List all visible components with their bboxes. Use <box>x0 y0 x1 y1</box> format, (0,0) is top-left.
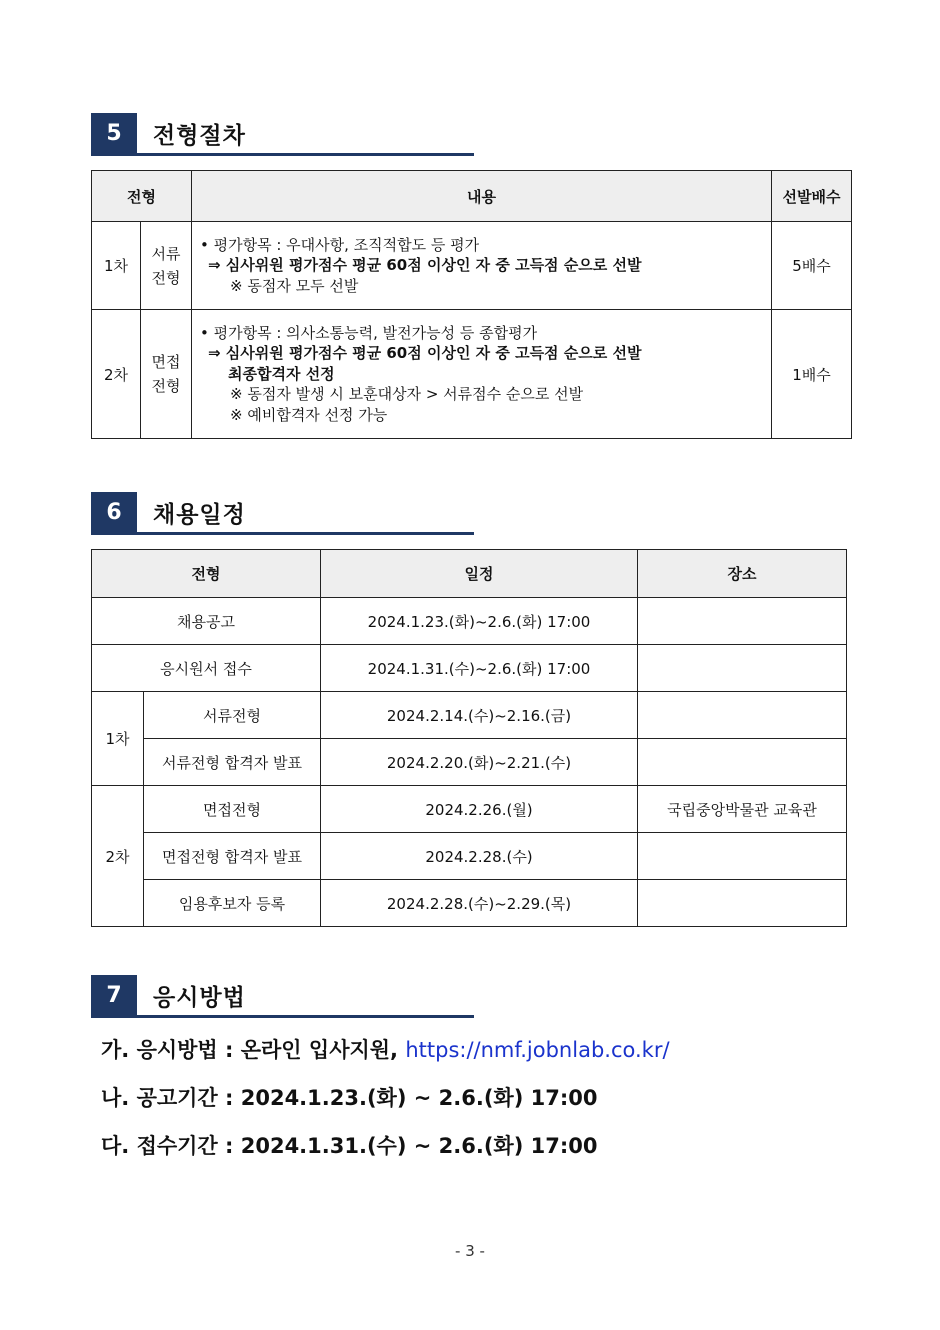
evaluation-item: • 평가항목 : 의사소통능력, 발전가능성 등 종합평가 <box>200 323 538 342</box>
type-line: 면접 <box>151 353 181 371</box>
schedule-cell: 2024.2.20.(화)~2.21.(수) <box>321 739 638 786</box>
place-cell <box>638 598 847 645</box>
group-cell: 1차 <box>92 692 144 786</box>
section-underline <box>91 153 474 156</box>
application-link[interactable]: https://nmf.jobnlab.co.kr/ <box>405 1038 670 1062</box>
section-6-heading <box>91 492 474 536</box>
section-5-heading <box>91 113 474 157</box>
place-cell <box>638 833 847 880</box>
note: ※ 동점자 발생 시 보훈대상자 > 서류점수 순으로 선발 <box>230 385 584 404</box>
stage-cell: 서류전형 <box>144 692 321 739</box>
schedule-cell: 2024.2.14.(수)~2.16.(금) <box>321 692 638 739</box>
type-cell <box>141 310 192 439</box>
type-line: 전형 <box>151 268 181 287</box>
recruitment-schedule-table <box>91 549 847 927</box>
section-title: 전형절차 <box>153 123 246 149</box>
type-line: 전형 <box>151 377 181 395</box>
content-cell <box>192 310 772 439</box>
place-cell <box>638 739 847 786</box>
header-stage: 전형 <box>92 171 192 222</box>
section-underline <box>91 532 474 535</box>
table-row <box>92 598 847 645</box>
section-title: 응시방법 <box>153 985 246 1011</box>
page-number: - 3 - <box>455 1242 485 1260</box>
stage-cell: 면접전형 <box>144 786 321 833</box>
stage-cell: 면접전형 합격자 발표 <box>144 833 321 880</box>
section-number: 5 <box>91 113 137 153</box>
place-cell <box>638 692 847 739</box>
table-row <box>92 222 852 310</box>
table-row <box>92 739 847 786</box>
round-cell: 1차 <box>92 222 141 310</box>
section-7-heading <box>91 975 474 1019</box>
stage-cell: 응시원서 접수 <box>92 645 321 692</box>
section-underline <box>91 1015 474 1018</box>
stage-cell: 임용후보자 등록 <box>144 880 321 927</box>
content-cell <box>192 222 772 310</box>
note: ※ 예비합격자 선정 가능 <box>230 405 388 424</box>
method-label: 가. 응시방법 : 온라인 입사지원, <box>101 1038 406 1062</box>
schedule-cell: 2024.1.23.(화)~2.6.(화) 17:00 <box>321 598 638 645</box>
table-row <box>92 833 847 880</box>
schedule-cell: 2024.2.26.(월) <box>321 786 638 833</box>
section-number: 7 <box>91 975 137 1015</box>
header-multiple: 선발배수 <box>772 171 852 222</box>
table-row <box>92 310 852 439</box>
table-row <box>92 880 847 927</box>
table-row <box>92 645 847 692</box>
schedule-cell: 2024.1.31.(수)~2.6.(화) 17:00 <box>321 645 638 692</box>
header-schedule: 일정 <box>321 550 638 598</box>
schedule-cell: 2024.2.28.(수) <box>321 833 638 880</box>
selection-criteria: ⇒ 심사위원 평가점수 평균 60점 이상인 자 중 고득점 순으로 선발 <box>208 344 642 363</box>
method-item-notice-period: 나. 공고기간 : 2024.1.23.(화) ~ 2.6.(화) 17:00 <box>101 1086 598 1110</box>
multiple-cell: 5배수 <box>772 222 852 310</box>
evaluation-item: • 평가항목 : 우대사항, 조직적합도 등 평가 <box>200 235 480 254</box>
type-cell <box>141 222 192 310</box>
place-cell: 국립중앙박물관 교육관 <box>638 786 847 833</box>
group-cell: 2차 <box>92 786 144 927</box>
place-cell <box>638 645 847 692</box>
method-item-receipt-period: 다. 접수기간 : 2024.1.31.(수) ~ 2.6.(화) 17:00 <box>101 1134 598 1158</box>
section-title: 채용일정 <box>153 502 246 528</box>
stage-cell: 채용공고 <box>92 598 321 645</box>
section-number: 6 <box>91 492 137 532</box>
table-row <box>92 692 847 739</box>
header-content: 내용 <box>192 171 772 222</box>
selection-criteria: ⇒ 심사위원 평가점수 평균 60점 이상인 자 중 고득점 순으로 선발 <box>208 256 642 275</box>
place-cell <box>638 880 847 927</box>
round-cell: 2차 <box>92 310 141 439</box>
selection-criteria-cont: 최종합격자 선정 <box>228 364 335 383</box>
note: ※ 동점자 모두 선발 <box>230 276 359 295</box>
type-line: 서류 <box>151 244 181 263</box>
header-stage: 전형 <box>92 550 321 598</box>
header-place: 장소 <box>638 550 847 598</box>
schedule-cell: 2024.2.28.(수)~2.29.(목) <box>321 880 638 927</box>
multiple-cell: 1배수 <box>772 310 852 439</box>
method-item-application <box>101 1034 670 1064</box>
table-row <box>92 786 847 833</box>
stage-cell: 서류전형 합격자 발표 <box>144 739 321 786</box>
selection-procedure-table <box>91 170 852 439</box>
